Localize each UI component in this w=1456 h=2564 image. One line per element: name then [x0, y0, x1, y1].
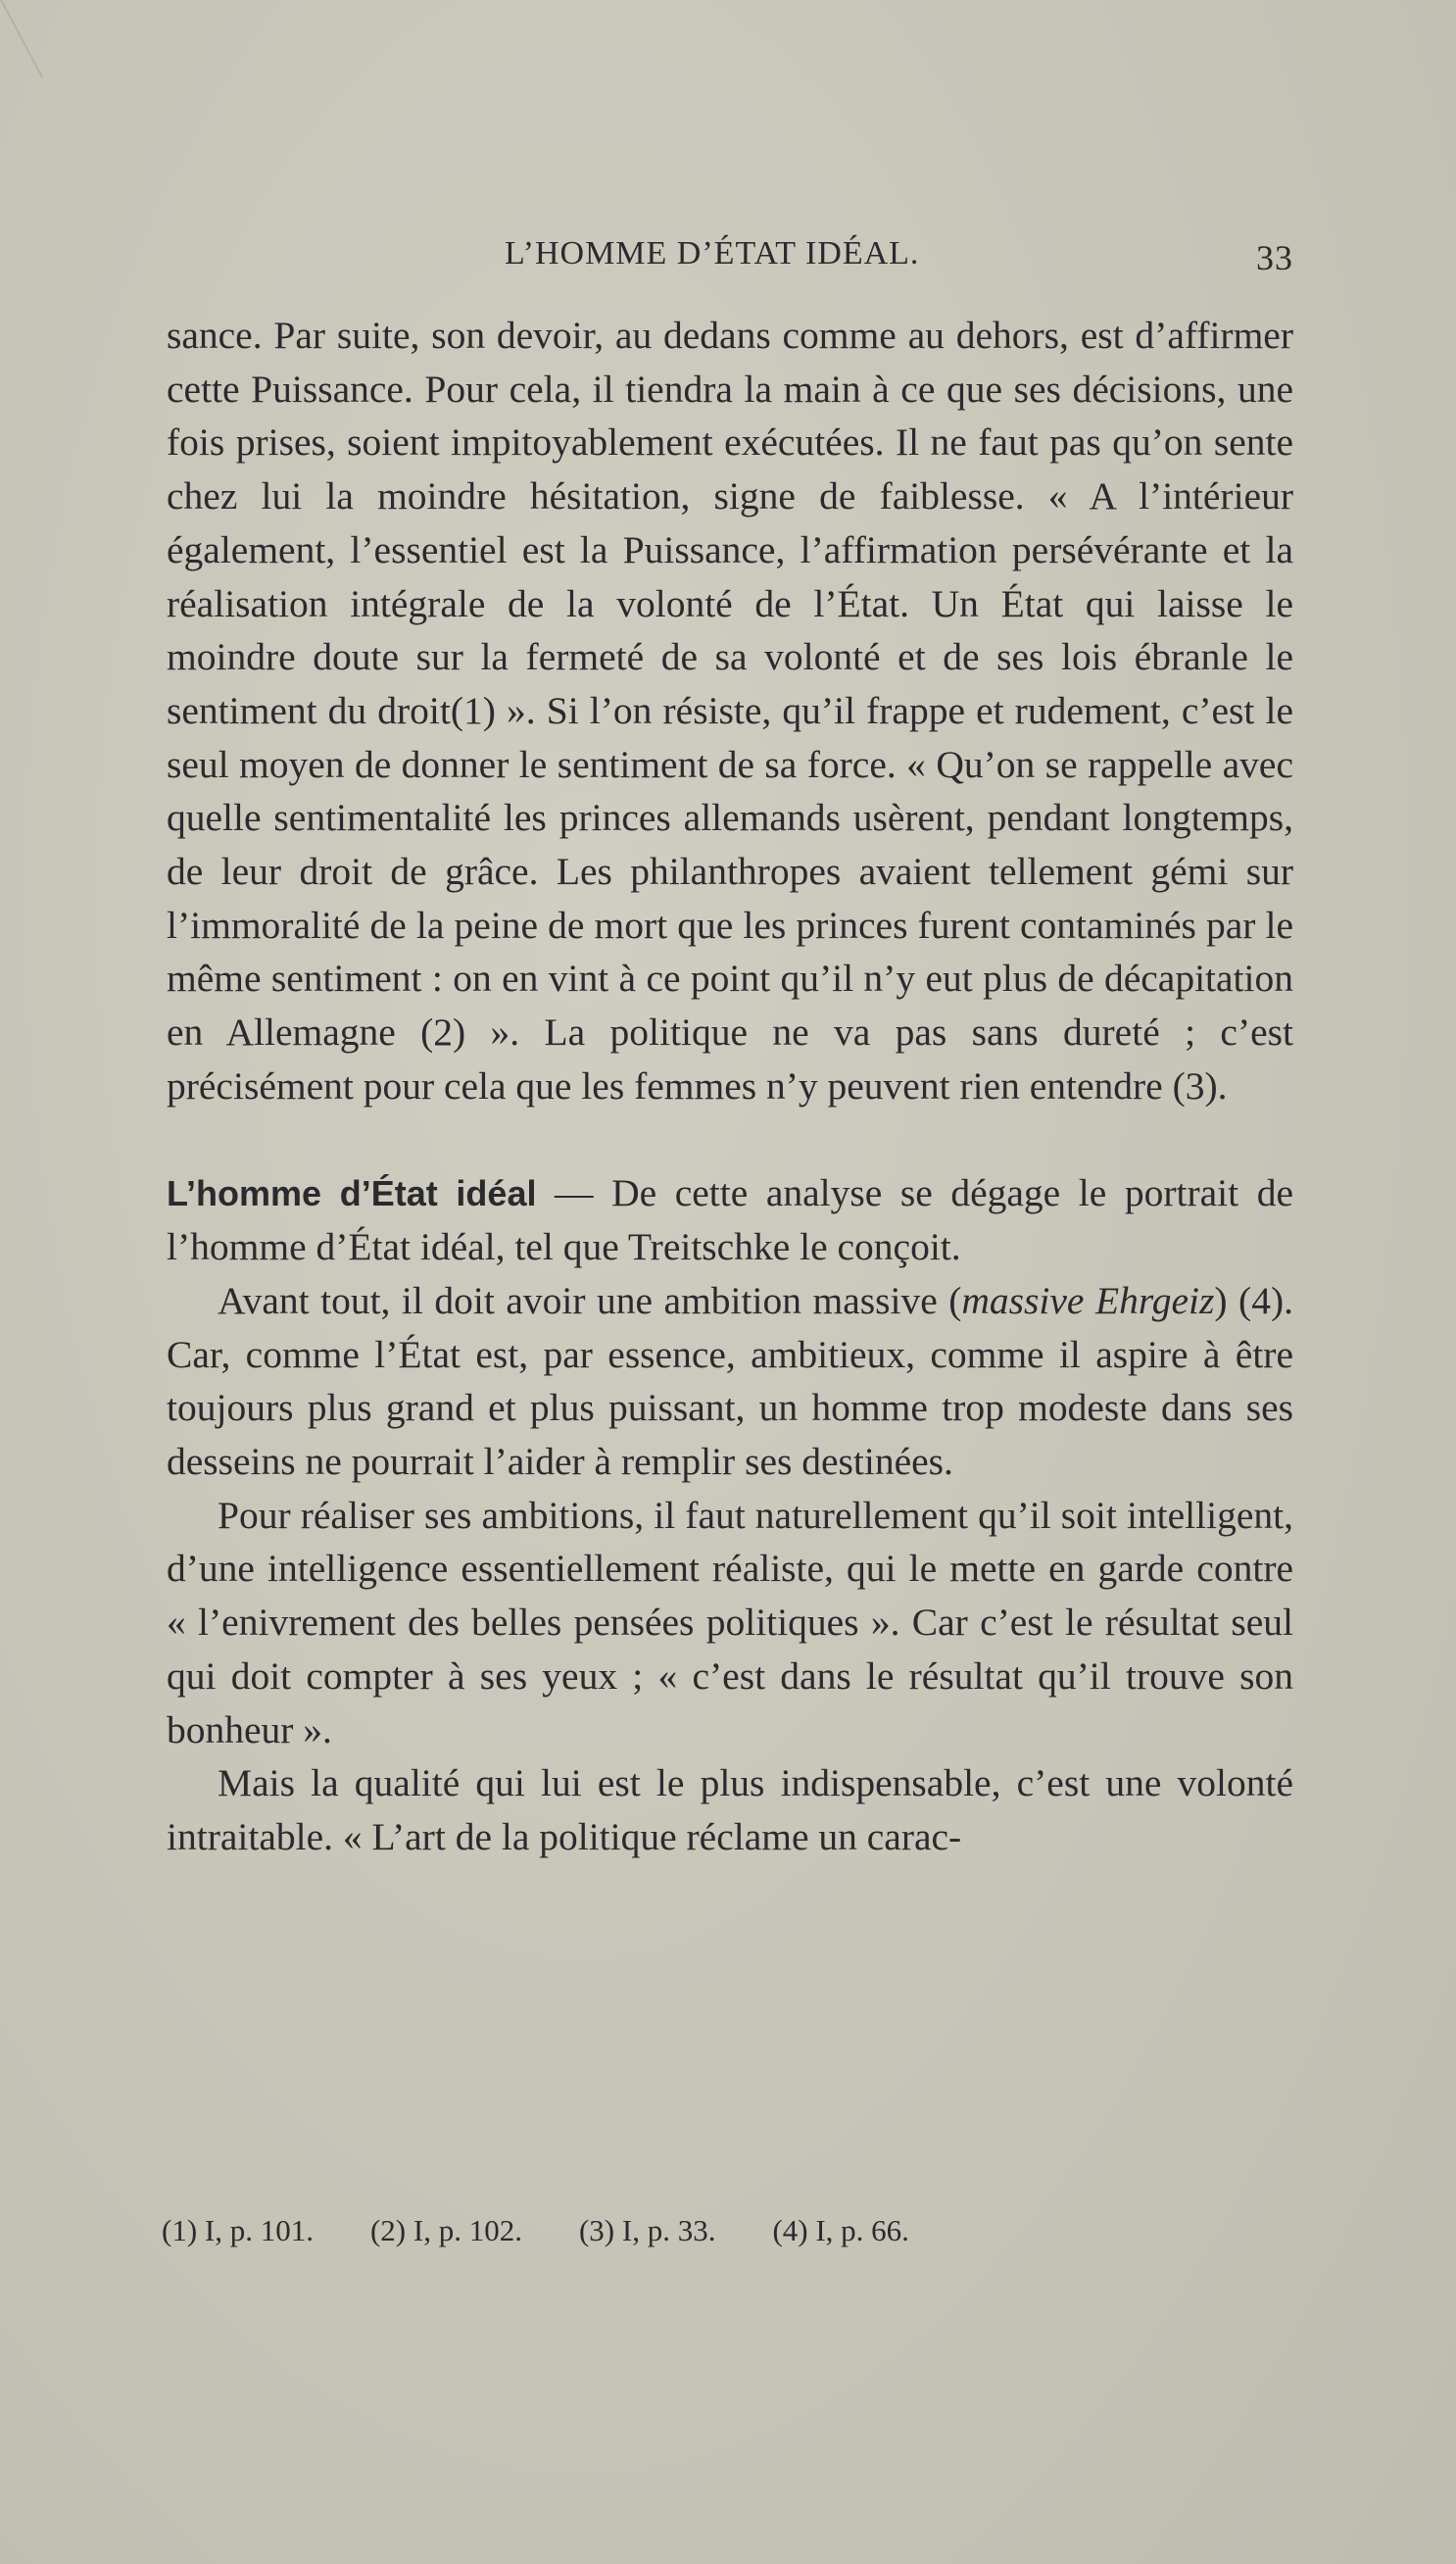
paragraph-4: Pour réaliser ses ambitions, il faut naturellement qu’il soit intelligent, d’une intelligence essentiellement réaliste, qui le mette en garde contre « l’enivrement des belles pensées politiques ». Car c’est le résultat seul qui doit compter à ses yeux ; « c’est dans le résultat qu’il trouve son bonheur ».: [167, 1493, 1293, 1751]
paragraph-2-text: — De cette analyse se dégage le portrait de l’homme d’État idéal, tel que Treitschke le conçoit.: [167, 1170, 1293, 1269]
footnotes: [162, 2213, 1141, 2248]
paragraph-3-text-b: ) (4). Car, comme l’État est, par essence, ambitieux, comme il aspire à être toujours plus grand et plus puissant, un homme trop modeste dans ses desseins ne pourrait l’aider à remplir ses destinées.: [167, 1278, 1293, 1484]
paragraph-2: [167, 1166, 1293, 1274]
paragraph-3-text-a: Avant tout, il doit avoir une ambition massive (: [218, 1278, 962, 1322]
footnote-4: (4) I, p. 66.: [772, 2213, 909, 2247]
page-number: 33: [1256, 238, 1293, 277]
paragraph-5: Mais la qualité qui lui est le plus indispensable, c’est une volonté intraitable. « L’art de la politique réclame un carac-: [167, 1761, 1293, 1858]
footnote-3: (3) I, p. 33.: [578, 2213, 716, 2247]
footnote-2: (2) I, p. 102.: [369, 2213, 522, 2247]
page-edge-mark: [0, 0, 95, 77]
paragraph-3-italic: massive Ehrgeiz: [961, 1278, 1215, 1322]
paragraph-1: sance. Par suite, son devoir, au dedans comme au dehors, est d’affirmer cette Puissance. Pour cela, il tiendra la main à ce que ses décisions, une fois prises, soient impitoyablement exécutées. Il ne faut pas qu’on sente chez lui la moindre hésitation, signe de faiblesse. « A l’intérieur également, l’essentiel est la Puissance, l’affirmation persévérante et la réalisation intégrale de la volonté de l’État. Un État qui laisse le moindre doute sur la fermeté de sa volonté et de ses lois ébranle le sentiment du droit(1) ». Si l’on résiste, qu’il frappe et rudement, c’est le seul moyen de donner le sentiment de sa force. « Qu’on se rappelle avec quelle sentimentalité les princes allemands usèrent, pendant longtemps, de leur droit de grâce. Les philanthropes avaient tellement gémi sur l’immoralité de la peine de mort que les princes furent contaminés par le même sentiment : on en vint à ce point qu’il n’y eut plus de décapitation en Allemagne (2) ». La politique ne va pas sans dureté ; c’est précisément pour cela que les femmes n’y peuvent rien entendre (3).: [167, 314, 1293, 1108]
body-text: [167, 309, 1293, 1864]
section-heading: L’homme d’État idéal: [167, 1172, 537, 1213]
footnote-1: (1) I, p. 101.: [162, 2213, 314, 2247]
paragraph-3: [167, 1274, 1293, 1489]
running-title: L’HOMME D’ÉTAT IDÉAL.: [505, 235, 920, 271]
